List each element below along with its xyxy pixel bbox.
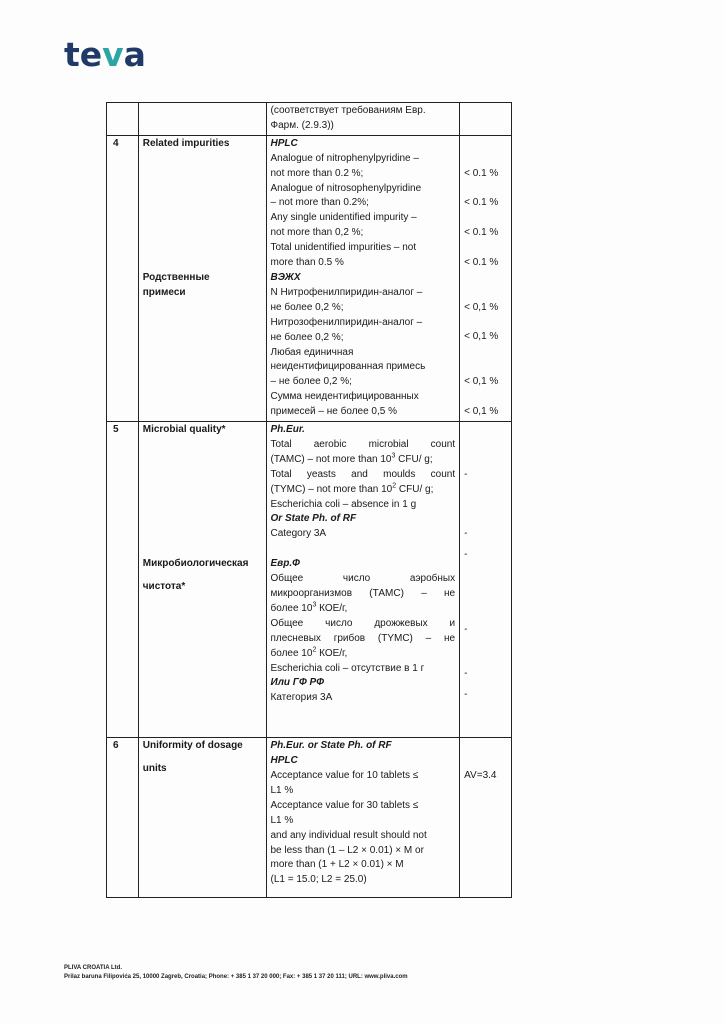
cell-result	[460, 738, 512, 898]
cell-result	[460, 103, 512, 136]
table-row-continuation	[107, 103, 512, 136]
teva-logo	[64, 35, 146, 74]
result-dash: -	[464, 689, 468, 701]
cell-param: Uniformity of dosage units	[138, 738, 266, 898]
cell-method: Ph.Eur. or State Ph. of RF HPLC Acceptance value for 10 tablets ≤ L1 % Acceptance value for 30 tablets ≤ L1 % and any individual result should not be less than (1 – L2 × 0.01) × M or more than (1 + L2 × 0.01) × M (L1 = 15.0; L2 = 25.0)	[266, 738, 460, 898]
cell-param: Microbial quality* Микробиологическая чистота*	[138, 422, 266, 738]
cell-result: < 0.1 % < 0.1 % < 0.1 % < 0.1 % < 0,1 % < 0,1 % < 0,1 % < 0,1 %	[460, 135, 512, 421]
result-dash: -	[464, 668, 468, 680]
cell-result	[460, 422, 512, 738]
footer-address: Prilaz baruna Filipovića 25, 10000 Zagreb, Croatia; Phone: + 385 1 37 20 000; Fax: + 385 1 37 20 111; URL: www.pliva.com	[64, 974, 408, 980]
row-number: 4	[107, 135, 139, 421]
cell-method: (соответствует требованиям Евр. Фарм. (2.9.3))	[266, 103, 460, 136]
cell-param	[138, 103, 266, 136]
page-footer	[64, 964, 408, 982]
cell-num	[107, 103, 139, 136]
logo-text: teva	[64, 35, 146, 74]
table-row-uniformity	[107, 738, 512, 898]
result-dash: -	[464, 549, 468, 561]
table-row-microbial-quality	[107, 422, 512, 738]
row-number: 5	[107, 422, 139, 738]
cell-method: HPLC Analogue of nitrophenylpyridine – not more than 0.2 %; Analogue of nitrosophenylpyridine – not more than 0.2%; Any single unidentified impurity – not more than 0,2 %; Total unidentified impurities – not more than 0.5 % ВЭЖХ N Нитрофенилпиридин-аналог – не более 0,2 %; Нитрозофенилпиридин-аналог – не более 0,2 %; Любая единичная неидентифицированная примесь – не более 0,2 %; Сумма неидентифицированных примесей – не более 0,5 %	[266, 135, 460, 421]
specification-table	[106, 102, 512, 898]
result-dash: -	[464, 528, 468, 540]
cell-param: Related impurities Родственные примеси	[138, 135, 266, 421]
footer-company: PLIVA CROATIA Ltd.	[64, 965, 122, 971]
table-row-related-impurities	[107, 135, 512, 421]
row-number: 6	[107, 738, 139, 898]
result-dash: -	[464, 468, 468, 480]
result-dash: -	[464, 623, 468, 635]
result-av: AV=3.4	[464, 770, 497, 782]
cell-method: Ph.Eur. Total aerobic microbial count (TAMC) – not more than $10^3$ CFU/ g; Total yeasts and moulds count (TYMC) – not more than $10^2$ CFU/ g; Escherichia coli – absence in 1 g Or State Ph. of RF Category 3A Евр.Ф Общее число аэробных микроорганизмов (ТАМС) – не более $10^3$ КОЕ/г, Общее число дрожжевых и плесневых грибов (TYMC) – не более $10^2$ КОЕ/г, Escherichia coli – отсутствие в 1 г Или ГФ РФ Категория 3А	[266, 422, 460, 738]
